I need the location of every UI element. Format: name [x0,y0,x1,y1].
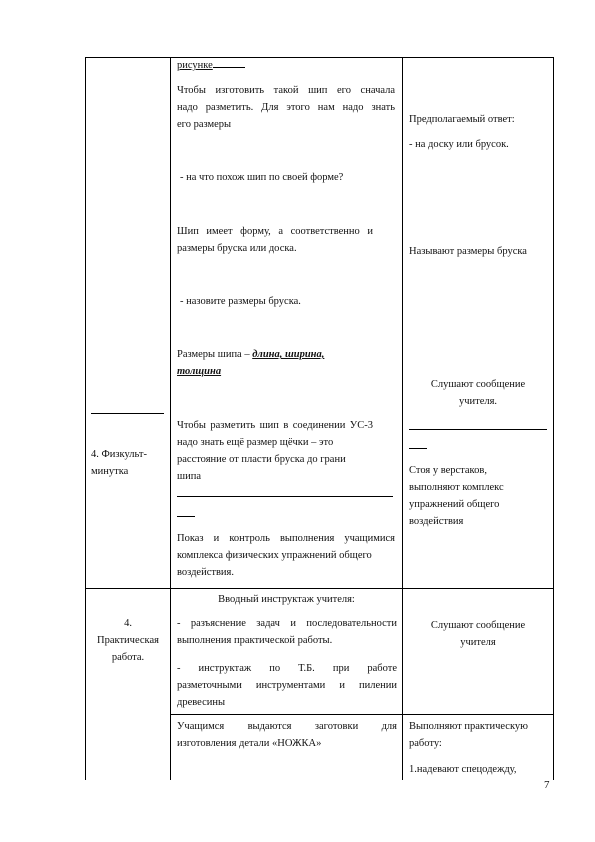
paragraph-1-line2: надо разметить. Для этого нам надо знать [177,102,395,113]
paragraph-1-line3: его размеры [177,119,232,130]
page-number: 7 [544,779,550,791]
practical-work-line3: 1.надевают спецодежду, [409,764,517,775]
fizkult-label-line2: минутка [91,466,129,477]
instruction-2-line1: - инструктаж по Т.Б. при работе [177,663,397,674]
paragraph-4-line2: надо знать ещё размер щёчки – это [177,437,334,448]
row-divider-2 [170,714,554,715]
answer-3-line2: учителя. [458,396,498,407]
paragraph-4-line3: расстояние от пласти бруска до грани [177,454,346,465]
answer-4-line3: упражнений общего [409,499,500,510]
top-fragment-blank [213,57,245,68]
paragraph-1-line1: Чтобы изготовить такой шип его сначала [177,85,395,96]
fizkult-label-line1: 4. Физкульт- [91,449,148,460]
paragraph-5-line2: комплекса физических упражнений общего [177,550,372,561]
blanks-line2: изготовления детали «НОЖКА» [177,738,322,749]
paragraph-5-line3: воздействия. [177,567,234,578]
question-1: - на что похож шип по своей форме? [180,172,344,183]
column-divider-1 [170,57,171,780]
answer-4-line1: Стоя у верстаков, [409,465,487,476]
answer-4-line4: воздействия [409,516,464,527]
paragraph-3-bold-1: длина, ширина, [252,349,325,360]
paragraph-3-line1 [177,346,324,363]
instruction-2-line3: древесины [177,697,226,708]
practical-work-line1: Выполняют практическую [409,721,529,732]
blanks-line1: Учащимся выдаются заготовки для [177,721,397,732]
right-short-rule [409,448,427,449]
answer-2: Называют размеры бруска [409,246,527,257]
listen-line2: учителя [460,637,496,648]
row-divider-1 [85,588,554,589]
table-border-left [85,57,86,780]
paragraph-3-prefix: Размеры шипа – [177,349,253,360]
top-fragment [177,57,245,74]
paragraph-2-line2: размеры бруска или доска. [177,243,297,254]
practical-label-line1: 4. [124,618,132,629]
practical-label-line3: работа. [111,652,145,663]
instruction-heading: Вводный инструктаж учителя: [218,594,355,605]
listen-line1: Слушают сообщение [430,620,526,631]
middle-short-rule [177,516,195,517]
table-border-top [85,57,554,58]
top-fragment-text: рисунке [177,60,213,71]
instruction-1-line2: выполнения практической работы. [177,635,333,646]
instruction-1-line1: - разъяснение задач и последовательности [177,618,397,629]
practical-label-line2: Практическая [97,635,159,646]
paragraph-4-line4: шипа [177,471,201,482]
practical-work-line2: работу: [409,738,442,749]
question-2: - назовите размеры бруска. [180,296,301,307]
middle-long-rule [177,496,393,497]
paragraph-2-line1: Шип имеет форму, а соответственно и [177,226,373,237]
right-long-rule [409,429,547,430]
answer-3-line1: Слушают сообщение [430,379,526,390]
answer-1: - на доску или брусок. [409,139,509,150]
table-border-right [553,57,554,780]
answer-4-line2: выполняют комплекс [409,482,504,493]
paragraph-5-line1: Показ и контроль выполнения учащимися [177,533,395,544]
paragraph-3-bold-2: толщина [177,366,222,377]
column-divider-2 [402,57,403,780]
answer-heading: Предполагаемый ответ: [409,114,515,125]
paragraph-4-line1: Чтобы разметить шип в соединении УС-3 [177,420,373,431]
left-dash-rule [91,413,164,414]
instruction-2-line2: разметочными инструментами и пилении [177,680,397,691]
